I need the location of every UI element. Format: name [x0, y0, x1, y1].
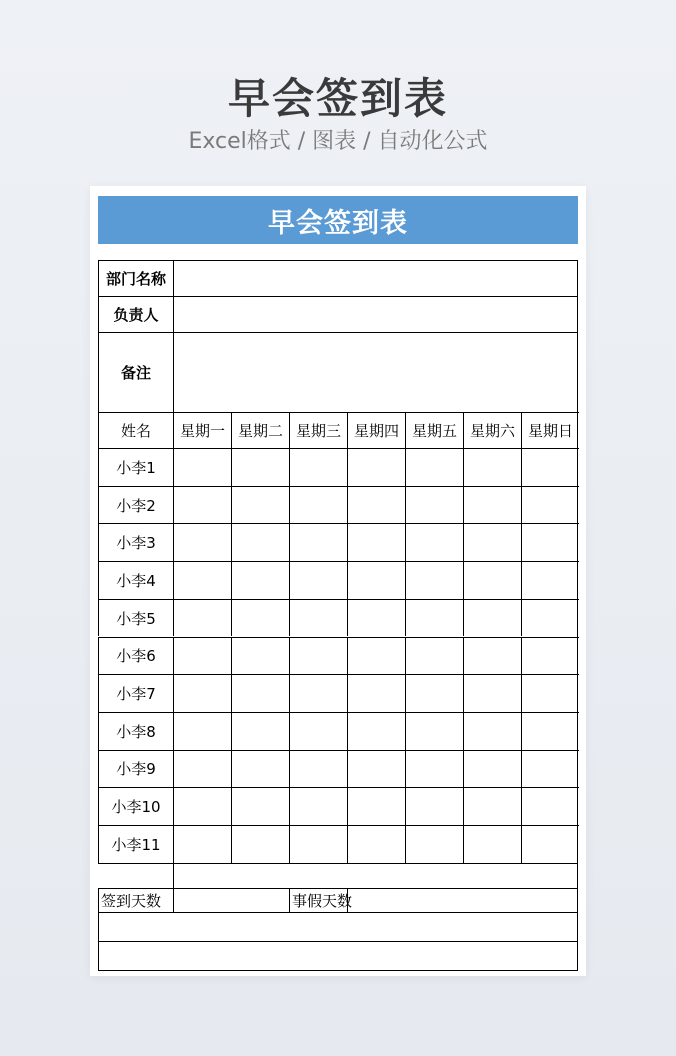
person-name-cell: 小李6 — [98, 637, 173, 675]
checkin-cell[interactable] — [231, 825, 289, 863]
checkin-cell[interactable] — [521, 523, 579, 561]
notes-blank-row[interactable] — [98, 941, 578, 970]
checkin-cell[interactable] — [173, 523, 231, 561]
checkin-cell[interactable] — [347, 561, 405, 599]
day-column-header: 星期六 — [463, 412, 521, 448]
checkin-cell[interactable] — [289, 561, 347, 599]
spacer-cell — [173, 863, 578, 888]
checkin-cell[interactable] — [173, 787, 231, 825]
checkin-cell[interactable] — [463, 448, 521, 486]
checkin-cell[interactable] — [231, 787, 289, 825]
checkin-cell[interactable] — [521, 561, 579, 599]
checkin-cell[interactable] — [173, 486, 231, 524]
checkin-cell[interactable] — [289, 637, 347, 675]
info-value-field[interactable] — [173, 332, 578, 412]
person-name-cell: 小李5 — [98, 599, 173, 637]
checkin-cell[interactable] — [231, 561, 289, 599]
checkin-cell[interactable] — [405, 523, 463, 561]
checkin-cell[interactable] — [405, 825, 463, 863]
person-name-cell: 小李4 — [98, 561, 173, 599]
checkin-cell[interactable] — [173, 599, 231, 637]
checkin-cell[interactable] — [463, 599, 521, 637]
checkin-cell[interactable] — [405, 712, 463, 750]
checkin-cell[interactable] — [289, 486, 347, 524]
checkin-days-value[interactable] — [173, 888, 289, 912]
checkin-cell[interactable] — [521, 825, 579, 863]
checkin-cell[interactable] — [289, 599, 347, 637]
day-column-header: 星期三 — [289, 412, 347, 448]
checkin-cell[interactable] — [405, 787, 463, 825]
info-label: 部门名称 — [98, 260, 173, 296]
person-name-cell: 小李7 — [98, 674, 173, 712]
checkin-cell[interactable] — [463, 561, 521, 599]
checkin-cell[interactable] — [231, 750, 289, 788]
checkin-cell[interactable] — [463, 486, 521, 524]
checkin-cell[interactable] — [347, 825, 405, 863]
person-name-cell: 小李11 — [98, 825, 173, 863]
sign-in-sheet — [90, 186, 586, 976]
checkin-cell[interactable] — [231, 523, 289, 561]
page-subtitle: Excel格式 / 图表 / 自动化公式 — [188, 129, 488, 154]
table-bottom-border — [98, 970, 578, 971]
notes-blank-row[interactable] — [98, 912, 578, 941]
checkin-cell[interactable] — [347, 750, 405, 788]
checkin-cell[interactable] — [231, 637, 289, 675]
checkin-cell[interactable] — [289, 448, 347, 486]
checkin-cell[interactable] — [347, 448, 405, 486]
checkin-cell[interactable] — [173, 674, 231, 712]
checkin-cell[interactable] — [231, 599, 289, 637]
checkin-cell[interactable] — [463, 674, 521, 712]
checkin-cell[interactable] — [231, 448, 289, 486]
page-title: 早会签到表 — [227, 74, 448, 123]
checkin-cell[interactable] — [405, 674, 463, 712]
checkin-cell[interactable] — [173, 448, 231, 486]
checkin-cell[interactable] — [173, 825, 231, 863]
info-value-field[interactable] — [173, 296, 578, 332]
checkin-cell[interactable] — [173, 750, 231, 788]
checkin-cell[interactable] — [463, 523, 521, 561]
checkin-cell[interactable] — [347, 674, 405, 712]
name-column-header: 姓名 — [98, 412, 173, 448]
table-right-border — [577, 260, 578, 970]
checkin-cell[interactable] — [173, 712, 231, 750]
checkin-cell[interactable] — [521, 750, 579, 788]
checkin-cell[interactable] — [289, 750, 347, 788]
checkin-cell[interactable] — [405, 599, 463, 637]
person-name-cell: 小李8 — [98, 712, 173, 750]
person-name-cell: 小李3 — [98, 523, 173, 561]
info-label: 备注 — [98, 332, 173, 412]
checkin-cell[interactable] — [521, 486, 579, 524]
person-name-cell: 小李2 — [98, 486, 173, 524]
leave-days-label: 事假天数 — [289, 888, 347, 912]
day-column-header: 星期五 — [405, 412, 463, 448]
checkin-cell[interactable] — [289, 712, 347, 750]
checkin-cell[interactable] — [347, 712, 405, 750]
checkin-cell[interactable] — [231, 486, 289, 524]
leave-days-value[interactable] — [347, 888, 578, 912]
checkin-cell[interactable] — [347, 486, 405, 524]
checkin-cell[interactable] — [289, 674, 347, 712]
checkin-cell[interactable] — [521, 787, 579, 825]
info-value-field[interactable] — [173, 260, 578, 296]
person-name-cell: 小李10 — [98, 787, 173, 825]
checkin-cell[interactable] — [405, 637, 463, 675]
checkin-cell[interactable] — [521, 599, 579, 637]
checkin-days-label: 签到天数 — [98, 888, 173, 912]
checkin-cell[interactable] — [463, 787, 521, 825]
checkin-cell[interactable] — [405, 561, 463, 599]
checkin-cell[interactable] — [347, 599, 405, 637]
checkin-cell[interactable] — [231, 712, 289, 750]
checkin-cell[interactable] — [521, 674, 579, 712]
checkin-cell[interactable] — [463, 637, 521, 675]
checkin-cell[interactable] — [521, 448, 579, 486]
day-column-header: 星期四 — [347, 412, 405, 448]
checkin-cell[interactable] — [347, 787, 405, 825]
checkin-cell[interactable] — [463, 750, 521, 788]
checkin-cell[interactable] — [173, 561, 231, 599]
checkin-cell[interactable] — [521, 712, 579, 750]
day-column-header: 星期一 — [173, 412, 231, 448]
sheet-banner-title: 早会签到表 — [98, 196, 578, 244]
checkin-cell[interactable] — [521, 637, 579, 675]
checkin-cell[interactable] — [405, 750, 463, 788]
checkin-cell[interactable] — [231, 674, 289, 712]
day-column-header: 星期二 — [231, 412, 289, 448]
checkin-cell[interactable] — [463, 825, 521, 863]
checkin-cell[interactable] — [347, 637, 405, 675]
checkin-cell[interactable] — [463, 712, 521, 750]
checkin-cell[interactable] — [405, 486, 463, 524]
checkin-cell[interactable] — [173, 637, 231, 675]
checkin-cell[interactable] — [405, 448, 463, 486]
checkin-cell[interactable] — [289, 523, 347, 561]
info-label: 负责人 — [98, 296, 173, 332]
checkin-cell[interactable] — [289, 787, 347, 825]
person-name-cell: 小李9 — [98, 750, 173, 788]
checkin-cell[interactable] — [289, 825, 347, 863]
day-column-header: 星期日 — [521, 412, 579, 448]
checkin-cell[interactable] — [347, 523, 405, 561]
person-name-cell: 小李1 — [98, 448, 173, 486]
